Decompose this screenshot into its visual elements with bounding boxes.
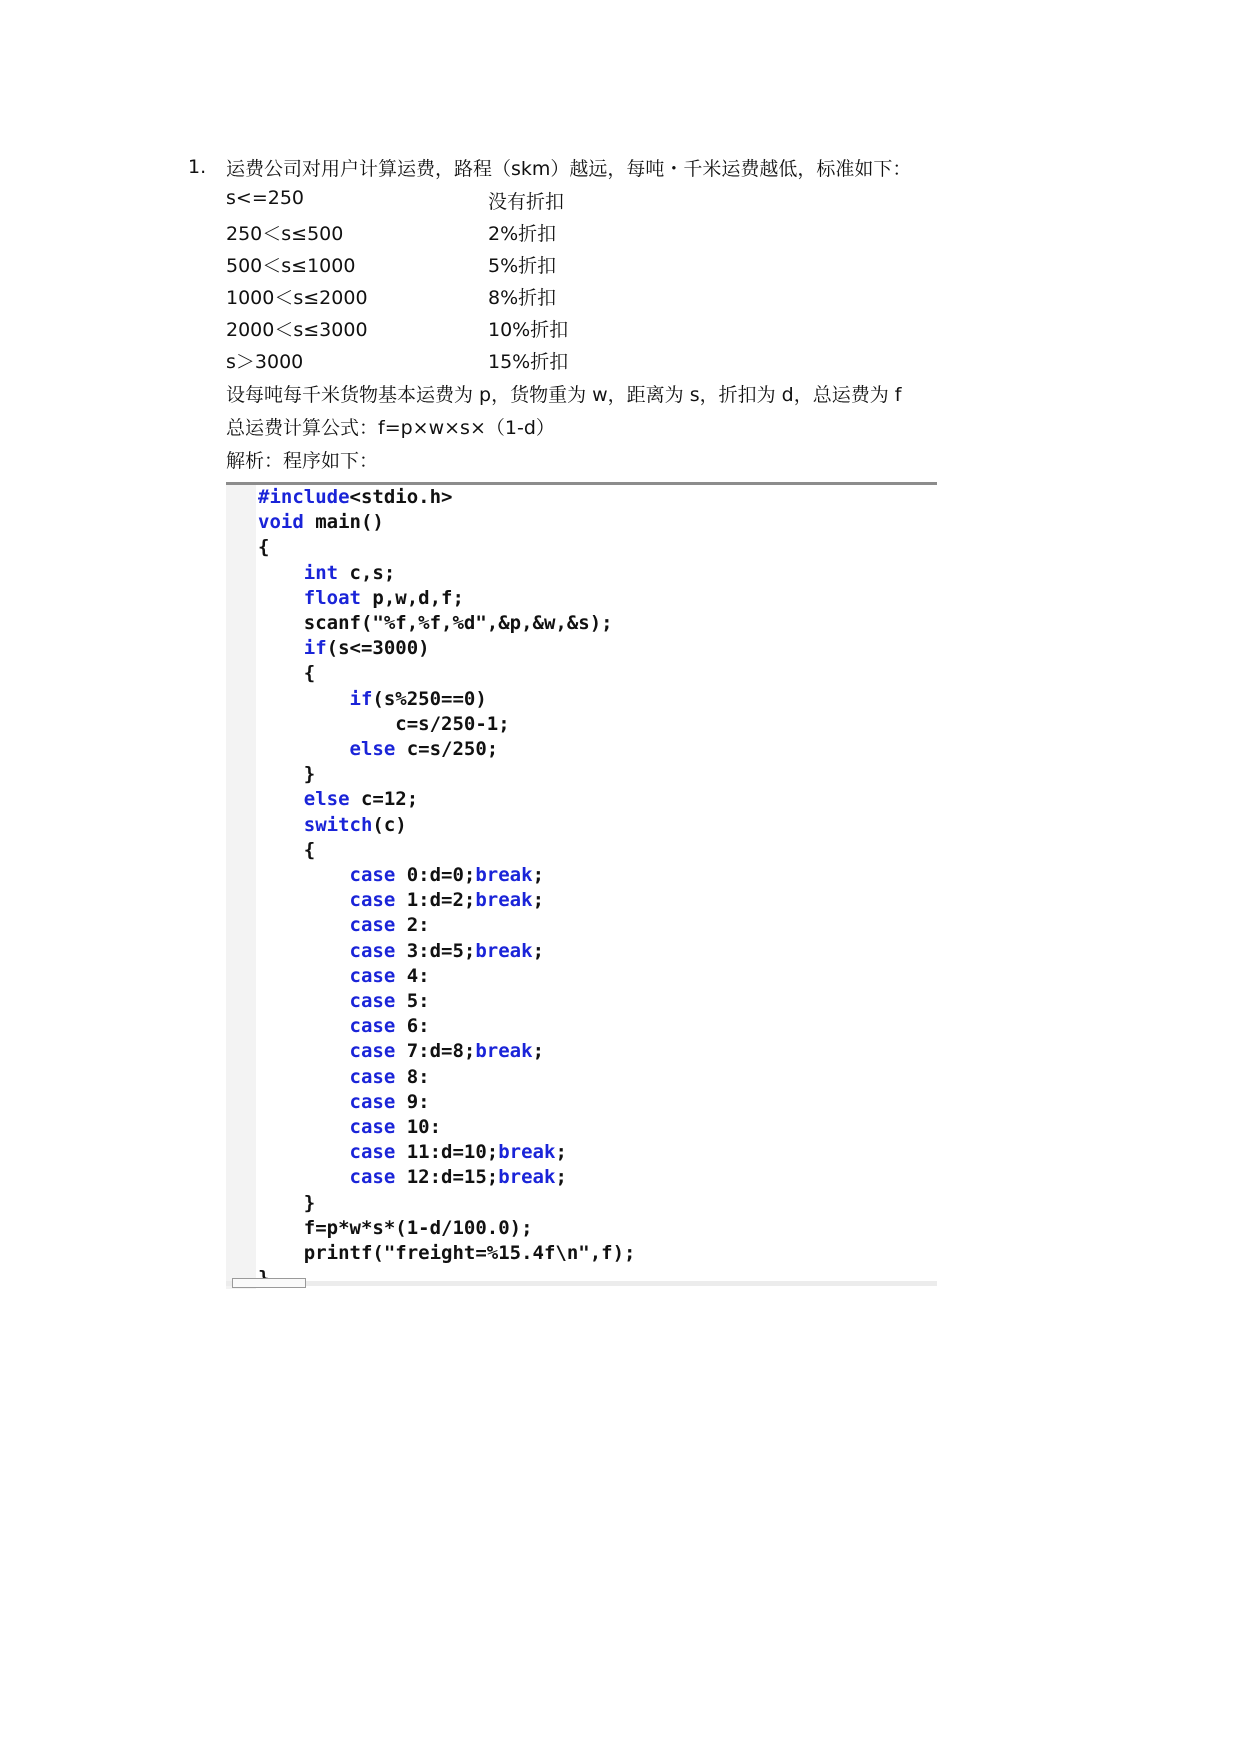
code-keyword: case xyxy=(349,864,396,887)
code-line: case 12:d=15;break; xyxy=(349,1166,567,1189)
code-line: else c=s/250; xyxy=(349,738,499,761)
rate-discount: 15%折扣 xyxy=(488,351,569,373)
code-keyword: case xyxy=(349,964,396,987)
code-line: f=p*w*s*(1-d/100.0); xyxy=(258,1216,533,1239)
variable-definitions: 设每吨每千米货物基本运费为 p，货物重为 w，距离为 s，折扣为 d，总运费为 f xyxy=(226,384,902,406)
code-line: case 9: xyxy=(349,1090,430,1113)
code-keyword: if xyxy=(349,687,373,710)
question-number: 1. xyxy=(188,156,207,178)
code-keyword: case xyxy=(349,914,396,937)
code-keyword: case xyxy=(349,990,396,1013)
code-line: case 8: xyxy=(349,1065,430,1088)
analysis-label: 解析：程序如下： xyxy=(226,450,379,472)
code-line: switch(c) xyxy=(303,813,407,836)
code-line: case 2: xyxy=(349,914,430,937)
code-line: c=s/250-1; xyxy=(258,712,510,735)
code-line: { xyxy=(258,536,270,559)
code-line: } xyxy=(258,763,316,786)
code-keyword: case xyxy=(349,1116,396,1139)
code-line: case 4: xyxy=(349,964,430,987)
code-line: scanf("%f,%f,%d",&p,&w,&s); xyxy=(258,612,613,635)
code-line: printf("freight=%15.4f\n",f); xyxy=(258,1242,636,1265)
code-line: float p,w,d,f; xyxy=(303,586,464,609)
code-keyword: break xyxy=(475,1040,533,1063)
code-keyword: case xyxy=(349,1015,396,1038)
horizontal-scrollbar xyxy=(226,1281,937,1286)
rate-discount: 8%折扣 xyxy=(488,287,557,309)
code-keyword: case xyxy=(349,1065,396,1088)
code-keyword: void xyxy=(258,511,304,534)
formula: 总运费计算公式：f=p×w×s×（1-d） xyxy=(226,417,555,439)
code-line: case 3:d=5;break; xyxy=(349,939,545,962)
code-line: case 6: xyxy=(349,1015,430,1038)
scrollbar-thumb xyxy=(232,1278,306,1288)
code-keyword: break xyxy=(498,1141,556,1164)
rate-condition: 1000＜s≤2000 xyxy=(226,287,368,309)
code-line: case 0:d=0;break; xyxy=(349,864,545,887)
code-keyword: break xyxy=(475,889,533,912)
code-line: { xyxy=(258,838,316,861)
code-line: case 1:d=2;break; xyxy=(349,889,545,912)
code-line: else c=12; xyxy=(303,788,419,811)
code-keyword: if xyxy=(303,637,327,660)
question-stem: 运费公司对用户计算运费，路程（skm）越远，每吨・千米运费越低，标准如下： xyxy=(226,158,912,180)
code-keyword: case xyxy=(349,889,396,912)
rate-condition: 2000＜s≤3000 xyxy=(226,319,368,341)
code-line: if(s%250==0) xyxy=(349,687,487,710)
code-line: void main() xyxy=(258,511,384,534)
code-keyword: float xyxy=(303,586,361,609)
code-keyword: break xyxy=(475,939,533,962)
code-keyword: case xyxy=(349,1090,396,1113)
code-line: } xyxy=(258,1191,316,1214)
code-keyword: case xyxy=(349,939,396,962)
code-keyword: case xyxy=(349,1166,396,1189)
code-keyword: else xyxy=(303,788,350,811)
rate-discount: 5%折扣 xyxy=(488,255,557,277)
rate-discount: 2%折扣 xyxy=(488,223,557,245)
code-screenshot xyxy=(226,482,937,1289)
code-line: int c,s; xyxy=(303,561,396,584)
rate-discount: 没有折扣 xyxy=(488,191,565,213)
code-keyword: break xyxy=(475,864,533,887)
code-line: case 7:d=8;break; xyxy=(349,1040,545,1063)
code-keyword: case xyxy=(349,1141,396,1164)
code-line: case 5: xyxy=(349,990,430,1013)
code-line: { xyxy=(258,662,316,685)
code-keyword: case xyxy=(349,1040,396,1063)
code-block xyxy=(258,485,636,1289)
rate-discount: 10%折扣 xyxy=(488,319,569,341)
code-line: #include<stdio.h> xyxy=(258,486,453,508)
rate-condition: 250＜s≤500 xyxy=(226,223,344,245)
code-keyword: int xyxy=(303,561,339,584)
rate-condition: s＞3000 xyxy=(226,351,304,373)
rate-condition: 500＜s≤1000 xyxy=(226,255,356,277)
line-number-gutter xyxy=(226,485,256,1289)
code-keyword: break xyxy=(498,1166,556,1189)
code-keyword: else xyxy=(349,738,396,761)
code-line: if(s<=3000) xyxy=(303,637,430,660)
code-line: case 11:d=10;break; xyxy=(349,1141,567,1164)
code-line: case 10: xyxy=(349,1116,442,1139)
code-keyword: switch xyxy=(303,813,373,836)
rate-condition: s<=250 xyxy=(226,187,305,209)
code-keyword: #include xyxy=(258,486,350,508)
